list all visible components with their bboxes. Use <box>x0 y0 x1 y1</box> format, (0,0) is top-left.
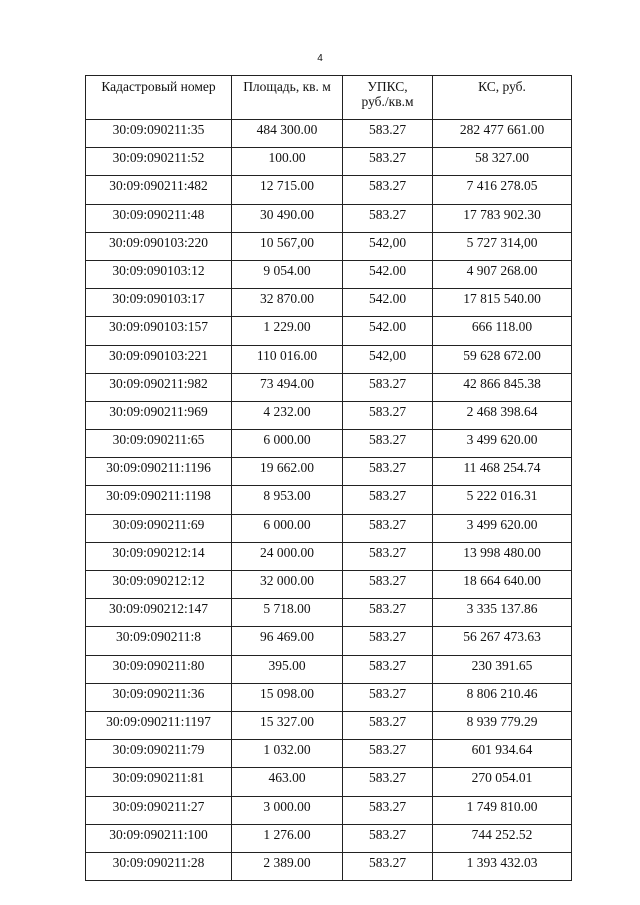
cell-cadastral-value: 11 468 254.74 <box>433 458 572 486</box>
table-header-row <box>86 76 572 120</box>
table-row <box>86 345 572 373</box>
cell-area: 3 000.00 <box>232 796 343 824</box>
table-row <box>86 486 572 514</box>
cell-upks: 583.27 <box>343 542 433 570</box>
cell-upks: 583.27 <box>343 204 433 232</box>
cell-area: 10 567,00 <box>232 232 343 260</box>
table-row <box>86 683 572 711</box>
cell-cadastral-value: 4 907 268.00 <box>433 260 572 288</box>
cell-upks: 583.27 <box>343 430 433 458</box>
cadastral-value-table <box>85 75 572 881</box>
cell-area: 24 000.00 <box>232 542 343 570</box>
cell-cadastral-value: 56 267 473.63 <box>433 627 572 655</box>
cell-cadastral-number: 30:09:090211:52 <box>86 148 232 176</box>
cell-cadastral-number: 30:09:090211:79 <box>86 740 232 768</box>
cell-cadastral-value: 13 998 480.00 <box>433 542 572 570</box>
cell-upks: 583.27 <box>343 683 433 711</box>
cell-area: 484 300.00 <box>232 120 343 148</box>
cell-area: 2 389.00 <box>232 852 343 880</box>
cell-cadastral-value: 5 727 314,00 <box>433 232 572 260</box>
cell-cadastral-number: 30:09:090211:48 <box>86 204 232 232</box>
cell-upks: 542,00 <box>343 232 433 260</box>
cell-cadastral-value: 270 054.01 <box>433 768 572 796</box>
cell-upks: 583.27 <box>343 486 433 514</box>
cell-upks: 583.27 <box>343 458 433 486</box>
cell-cadastral-value: 1 393 432.03 <box>433 852 572 880</box>
cell-area: 6 000.00 <box>232 514 343 542</box>
table-row <box>86 317 572 345</box>
table-row <box>86 176 572 204</box>
cell-cadastral-number: 30:09:090211:36 <box>86 683 232 711</box>
cell-area: 1 276.00 <box>232 824 343 852</box>
table-row <box>86 430 572 458</box>
cell-area: 4 232.00 <box>232 401 343 429</box>
cell-cadastral-number: 30:09:090211:1197 <box>86 711 232 739</box>
header-cadastral-number: Кадастровый номер <box>86 76 232 120</box>
cell-upks: 583.27 <box>343 824 433 852</box>
cell-upks: 583.27 <box>343 599 433 627</box>
table-row <box>86 768 572 796</box>
cell-upks: 542.00 <box>343 289 433 317</box>
table-row <box>86 627 572 655</box>
cell-area: 1 229.00 <box>232 317 343 345</box>
cell-upks: 583.27 <box>343 148 433 176</box>
cell-cadastral-number: 30:09:090103:17 <box>86 289 232 317</box>
cell-cadastral-value: 59 628 672.00 <box>433 345 572 373</box>
cell-cadastral-number: 30:09:090103:12 <box>86 260 232 288</box>
cell-cadastral-value: 601 934.64 <box>433 740 572 768</box>
cell-area: 30 490.00 <box>232 204 343 232</box>
table-body <box>86 120 572 881</box>
cell-area: 32 000.00 <box>232 571 343 599</box>
cell-cadastral-value: 3 499 620.00 <box>433 514 572 542</box>
cell-upks: 583.27 <box>343 120 433 148</box>
cell-area: 15 098.00 <box>232 683 343 711</box>
cell-area: 15 327.00 <box>232 711 343 739</box>
cell-cadastral-number: 30:09:090211:69 <box>86 514 232 542</box>
cell-upks: 542.00 <box>343 260 433 288</box>
cell-cadastral-number: 30:09:090103:157 <box>86 317 232 345</box>
cell-area: 12 715.00 <box>232 176 343 204</box>
cell-cadastral-number: 30:09:090211:27 <box>86 796 232 824</box>
cell-upks: 583.27 <box>343 655 433 683</box>
cell-cadastral-number: 30:09:090211:8 <box>86 627 232 655</box>
table-row <box>86 458 572 486</box>
page-number: 4 <box>317 53 323 64</box>
cell-cadastral-value: 282 477 661.00 <box>433 120 572 148</box>
cell-cadastral-value: 5 222 016.31 <box>433 486 572 514</box>
cell-cadastral-number: 30:09:090211:1196 <box>86 458 232 486</box>
cell-cadastral-number: 30:09:090211:100 <box>86 824 232 852</box>
header-upks-line2: руб./кв.м <box>361 94 414 109</box>
table-row <box>86 655 572 683</box>
table-row <box>86 852 572 880</box>
table-row <box>86 599 572 627</box>
cell-area: 8 953.00 <box>232 486 343 514</box>
cell-cadastral-number: 30:09:090211:65 <box>86 430 232 458</box>
cell-area: 5 718.00 <box>232 599 343 627</box>
cell-area: 9 054.00 <box>232 260 343 288</box>
cell-upks: 583.27 <box>343 740 433 768</box>
cell-cadastral-value: 18 664 640.00 <box>433 571 572 599</box>
cell-cadastral-number: 30:09:090211:28 <box>86 852 232 880</box>
table-row <box>86 120 572 148</box>
cell-upks: 583.27 <box>343 401 433 429</box>
cell-upks: 583.27 <box>343 627 433 655</box>
cell-area: 100.00 <box>232 148 343 176</box>
cell-cadastral-value: 3 499 620.00 <box>433 430 572 458</box>
cell-area: 19 662.00 <box>232 458 343 486</box>
cell-upks: 583.27 <box>343 711 433 739</box>
cell-area: 73 494.00 <box>232 373 343 401</box>
table-row <box>86 711 572 739</box>
cell-cadastral-value: 744 252.52 <box>433 824 572 852</box>
cell-cadastral-value: 3 335 137.86 <box>433 599 572 627</box>
cell-upks: 583.27 <box>343 373 433 401</box>
cell-cadastral-value: 666 118.00 <box>433 317 572 345</box>
cell-cadastral-value: 1 749 810.00 <box>433 796 572 824</box>
cell-cadastral-value: 17 783 902.30 <box>433 204 572 232</box>
cell-upks: 542,00 <box>343 345 433 373</box>
cell-area: 96 469.00 <box>232 627 343 655</box>
table-row <box>86 740 572 768</box>
table-row <box>86 542 572 570</box>
cell-upks: 583.27 <box>343 852 433 880</box>
table-row <box>86 824 572 852</box>
table-row <box>86 260 572 288</box>
cell-cadastral-number: 30:09:090211:482 <box>86 176 232 204</box>
cell-upks: 583.27 <box>343 514 433 542</box>
cell-cadastral-number: 30:09:090212:147 <box>86 599 232 627</box>
table-row <box>86 232 572 260</box>
cell-cadastral-number: 30:09:090212:14 <box>86 542 232 570</box>
table-row <box>86 289 572 317</box>
cell-upks: 583.27 <box>343 176 433 204</box>
cell-cadastral-value: 8 939 779.29 <box>433 711 572 739</box>
table-row <box>86 401 572 429</box>
cell-cadastral-value: 17 815 540.00 <box>433 289 572 317</box>
cell-cadastral-value: 2 468 398.64 <box>433 401 572 429</box>
cell-cadastral-value: 58 327.00 <box>433 148 572 176</box>
header-area: Площадь, кв. м <box>232 76 343 120</box>
cell-cadastral-value: 230 391.65 <box>433 655 572 683</box>
header-cadastral-value: КС, руб. <box>433 76 572 120</box>
cell-cadastral-number: 30:09:090103:221 <box>86 345 232 373</box>
header-upks-line1: УПКС, <box>367 79 408 94</box>
table-row <box>86 796 572 824</box>
header-upks <box>343 76 433 120</box>
cell-area: 110 016.00 <box>232 345 343 373</box>
cell-upks: 583.27 <box>343 768 433 796</box>
cell-area: 395.00 <box>232 655 343 683</box>
cell-upks: 583.27 <box>343 796 433 824</box>
cell-cadastral-number: 30:09:090211:80 <box>86 655 232 683</box>
cell-cadastral-value: 42 866 845.38 <box>433 373 572 401</box>
table-row <box>86 204 572 232</box>
cell-cadastral-number: 30:09:090212:12 <box>86 571 232 599</box>
cell-area: 463.00 <box>232 768 343 796</box>
cell-upks: 542.00 <box>343 317 433 345</box>
cell-area: 32 870.00 <box>232 289 343 317</box>
table-row <box>86 373 572 401</box>
cell-cadastral-number: 30:09:090103:220 <box>86 232 232 260</box>
cell-area: 1 032.00 <box>232 740 343 768</box>
table-row <box>86 148 572 176</box>
cell-cadastral-number: 30:09:090211:81 <box>86 768 232 796</box>
cell-cadastral-number: 30:09:090211:35 <box>86 120 232 148</box>
table-row <box>86 571 572 599</box>
cell-cadastral-number: 30:09:090211:1198 <box>86 486 232 514</box>
cell-cadastral-number: 30:09:090211:969 <box>86 401 232 429</box>
cell-cadastral-number: 30:09:090211:982 <box>86 373 232 401</box>
cell-cadastral-value: 7 416 278.05 <box>433 176 572 204</box>
cell-upks: 583.27 <box>343 571 433 599</box>
cell-area: 6 000.00 <box>232 430 343 458</box>
table-row <box>86 514 572 542</box>
cell-cadastral-value: 8 806 210.46 <box>433 683 572 711</box>
